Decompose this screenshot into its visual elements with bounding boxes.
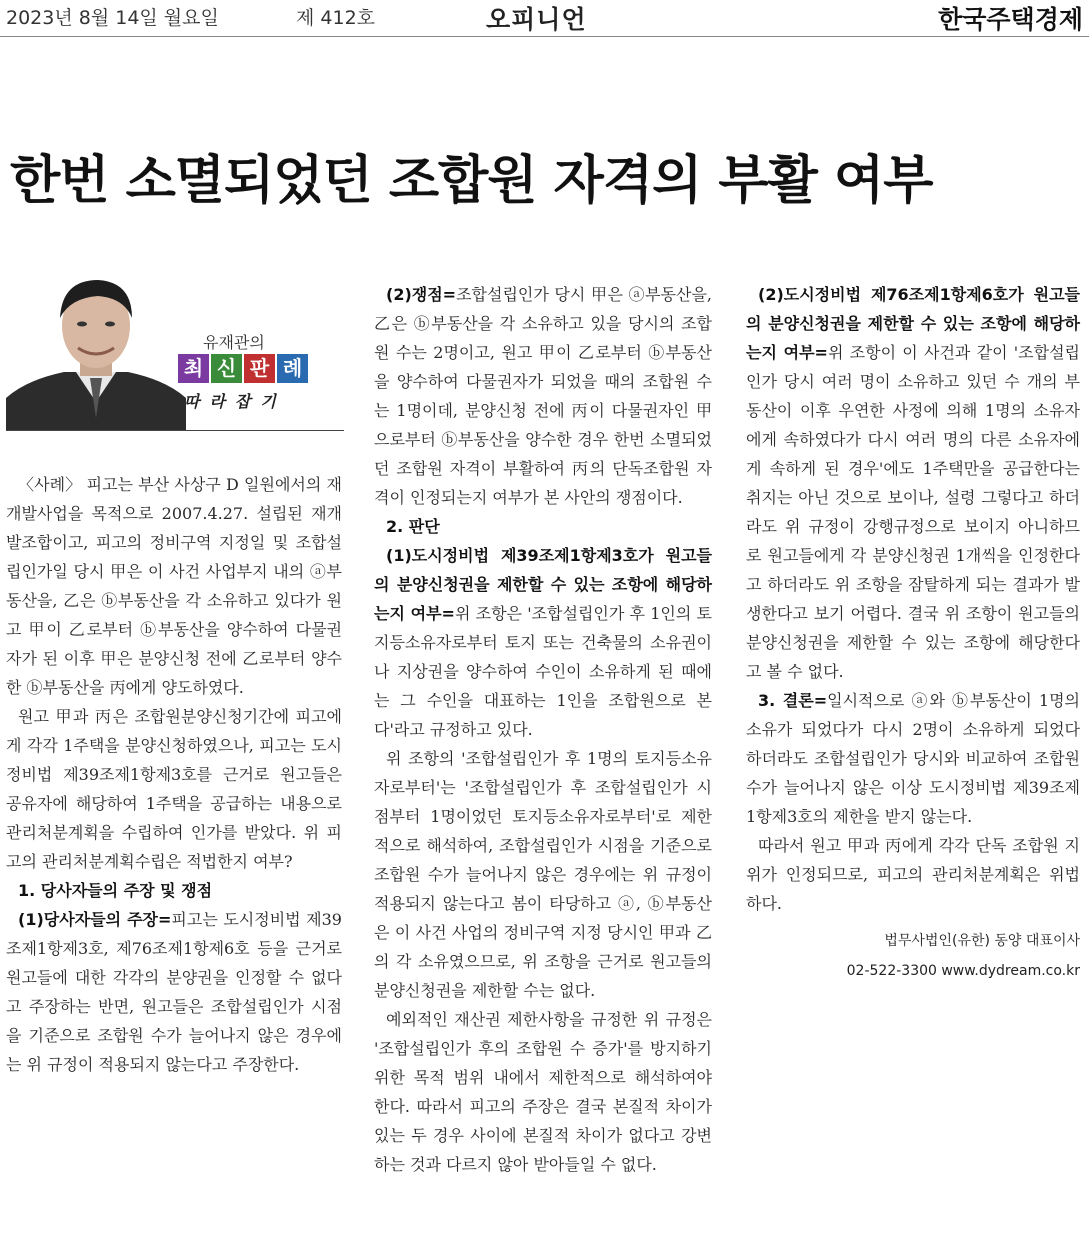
brand-char-3: 판 bbox=[244, 354, 275, 383]
paragraph-text: 일시적으로 ⓐ와 ⓑ부동산이 1명의 소유가 되었다가 다시 2명이 소유하게 되었다 하더라도 조합설립인가 당시와 비교하여 조합원 수가 늘어나지 않은 이상 도시정비법 제39조제1항제3호의 제한을 받지 않는다. bbox=[746, 691, 1080, 826]
subheading: (1)당사자들의 주장= bbox=[18, 910, 172, 929]
subheading: (1)도시정비법 제39조제1항제3호가 원고들의 분양신청권을 제한할 수 있는 조항에 해당하는지 여부= bbox=[374, 546, 712, 623]
author-signature bbox=[746, 926, 1080, 986]
paragraph bbox=[374, 541, 712, 744]
section-heading bbox=[374, 512, 712, 541]
article-column-3 bbox=[746, 280, 1080, 986]
paragraph-text: 위 조항이 이 사건과 같이 '조합설립인가 당시 여러 명이 소유하고 있던 수 개의 부동산이 이후 우연한 사정에 의해 1명의 소유자에게 속하였다가 다시 여러 명의 다른 소유자에게 속하게 된 경우'에도 1주택만을 공급한다는 취지는 아닌 것으로 보이나, 설령 그렇다고 하더라도 위 규정이 강행규정으로 보이지 아니하므로 원고들에게 각 분양신청권 1개씩을 인정한다고 하더라도 위 조항을 잠탈하게 되는 결과가 발생한다고 보기 어렵다. 결국 위 조항이 원고들의 분양신청권을 제한할 수 있는 조항에 해당한다고 볼 수 없다. bbox=[746, 343, 1080, 681]
paragraph: 원고 甲과 丙은 조합원분양신청기간에 피고에게 각각 1주택을 분양신청하였으나, 피고는 도시정비법 제39조제1항제3호를 근거로 원고들은 공유자에 해당하여 1주택을 공급하는 내용으로 관리처분계획을 수립하여 인가를 받았다. 위 피고의 관리처분계획수립은 적법한지 여부? bbox=[6, 707, 342, 871]
article-column-2 bbox=[374, 280, 712, 1179]
column-brand bbox=[178, 354, 310, 383]
paragraph: 예외적인 재산권 제한사항을 규정한 위 규정은 '조합설립인가 후의 조합원 수 증가'를 방지하기 위한 목적 범위 내에서 제한적으로 해석하여야 한다. 따라서 피고의 주장은 결국 본질적 차이가 있는 두 경우 사이에 본질적 차이가 없다고 강변하는 것과 다르지 않아 받아들일 수 없다. bbox=[374, 1010, 712, 1174]
heading-text: 2. 판단 bbox=[386, 517, 440, 536]
paragraph-text: 위 조항은 '조합설립인가 후 1인의 토지등소유자로부터 토지 또는 건축물의 소유권이나 지상권을 양수하여 수인이 소유하게 된 때에는 그 수인을 대표하는 1인을 조합원으로 본다'라고 규정하고 있다. bbox=[374, 604, 712, 739]
author-portrait bbox=[6, 268, 186, 430]
paragraph bbox=[374, 280, 712, 512]
paragraph-text: 조합설립인가 당시 甲은 ⓐ부동산을, 乙은 ⓑ부동산을 각 소유하고 있을 당시의 조합원 수는 2명이고, 원고 甲이 乙로부터 ⓑ부동산을 양수하여 다물권자가 되었을 때의 조합원 수는 1명이데, 분양신청 전에 丙이 다물권자인 甲으로부터 ⓑ부동산을 양수한 경우 한번 소멸되었던 조합원 자격이 부활하여 丙의 단독조합원 자격이 인정되는지 여부가 본 사안의 쟁점이다. bbox=[374, 285, 712, 507]
paragraph bbox=[746, 686, 1080, 831]
paragraph bbox=[6, 905, 342, 1079]
column-tagline: 따라잡기 bbox=[184, 392, 286, 411]
firm-name: 법무사법인(유한) 동양 대표이사 bbox=[884, 933, 1080, 949]
article-column-1 bbox=[6, 470, 342, 1079]
section-heading bbox=[6, 876, 342, 905]
paragraph: 따라서 원고 甲과 丙에게 각각 단독 조합원 지위가 인정되므로, 피고의 관리처분계획은 위법하다. bbox=[746, 836, 1080, 913]
column-banner bbox=[6, 268, 344, 431]
article-headline: 한번 소멸되었던 조합원 자격의 부활 여부 bbox=[10, 150, 933, 211]
case-paragraph bbox=[6, 470, 342, 702]
issue-number: 제 412호 bbox=[296, 7, 376, 29]
firm-contact: 02-522-3300 www.dydream.co.kr bbox=[846, 963, 1080, 979]
newspaper-name: 한국주택경제 bbox=[938, 5, 1083, 34]
subheading: (2)도시정비법 제76조제1항제6호가 원고들의 분양신청권을 제한할 수 있는 조항에 해당하는지 여부= bbox=[746, 285, 1080, 362]
brand-char-4: 례 bbox=[277, 354, 308, 383]
brand-char-1: 최 bbox=[178, 354, 209, 383]
case-label: 〈사례〉 bbox=[18, 475, 82, 494]
page-header bbox=[0, 0, 1089, 34]
heading-text: 1. 당사자들의 주장 및 쟁점 bbox=[18, 881, 213, 900]
case-text: 피고는 부산 사상구 D 일원에서의 재개발사업을 목적으로 2007.4.27. 설립된 재개발조합이고, 피고의 정비구역 지정일 및 조합설립인가일 당시 甲은 이 사건 사업부지 내의 ⓐ부동산을, 乙은 ⓑ부동산을 각 소유하고 있다가 원고 甲이 乙로부터 ⓑ부동산을 양수하여 다물권자가 된 이후 甲은 분양신청 전에 乙로부터 양수한 ⓑ부동산을 丙에게 양도하였다. bbox=[6, 475, 342, 697]
issue-date: 2023년 8월 14일 월요일 bbox=[6, 7, 219, 29]
brand-char-2: 신 bbox=[211, 354, 242, 383]
paragraph: 위 조항의 '조합설립인가 후 1명의 토지등소유자로부터'는 '조합설립인가 후 조합설립인가 시점부터 1명이었던 토지등소유자로부터'로 제한적으로 해석하여, 조합설립인가 시점을 기준으로 조합원 수가 늘어나지 않은 경우에는 위 규정이 적용되지 않는다고 봄이 타당하고 ⓐ, ⓑ부동산은 이 사건 사업의 정비구역 지정 당시인 甲과 乙의 각 소유였으므로, 위 조항을 근거로 원고들의 분양신청권을 제한할 수는 없다. bbox=[374, 749, 712, 1000]
header-rule bbox=[0, 36, 1089, 37]
section-title: 오피니언 bbox=[486, 5, 587, 34]
paragraph bbox=[746, 280, 1080, 686]
paragraph-text: 피고는 도시정비법 제39조제1항제3호, 제76조제1항제6호 등을 근거로 원고들에 대한 각각의 분양권을 인정할 수 없다고 주장하는 반면, 원고들은 조합설립인가 시점을 기준으로 조합원 수가 늘어나지 않은 경우에는 위 규정이 적용되지 않는다고 주장한다. bbox=[6, 910, 342, 1074]
column-author: 유재관의 bbox=[203, 333, 265, 352]
subheading: (2)쟁점= bbox=[386, 285, 457, 304]
subheading: 3. 결론= bbox=[758, 691, 828, 710]
